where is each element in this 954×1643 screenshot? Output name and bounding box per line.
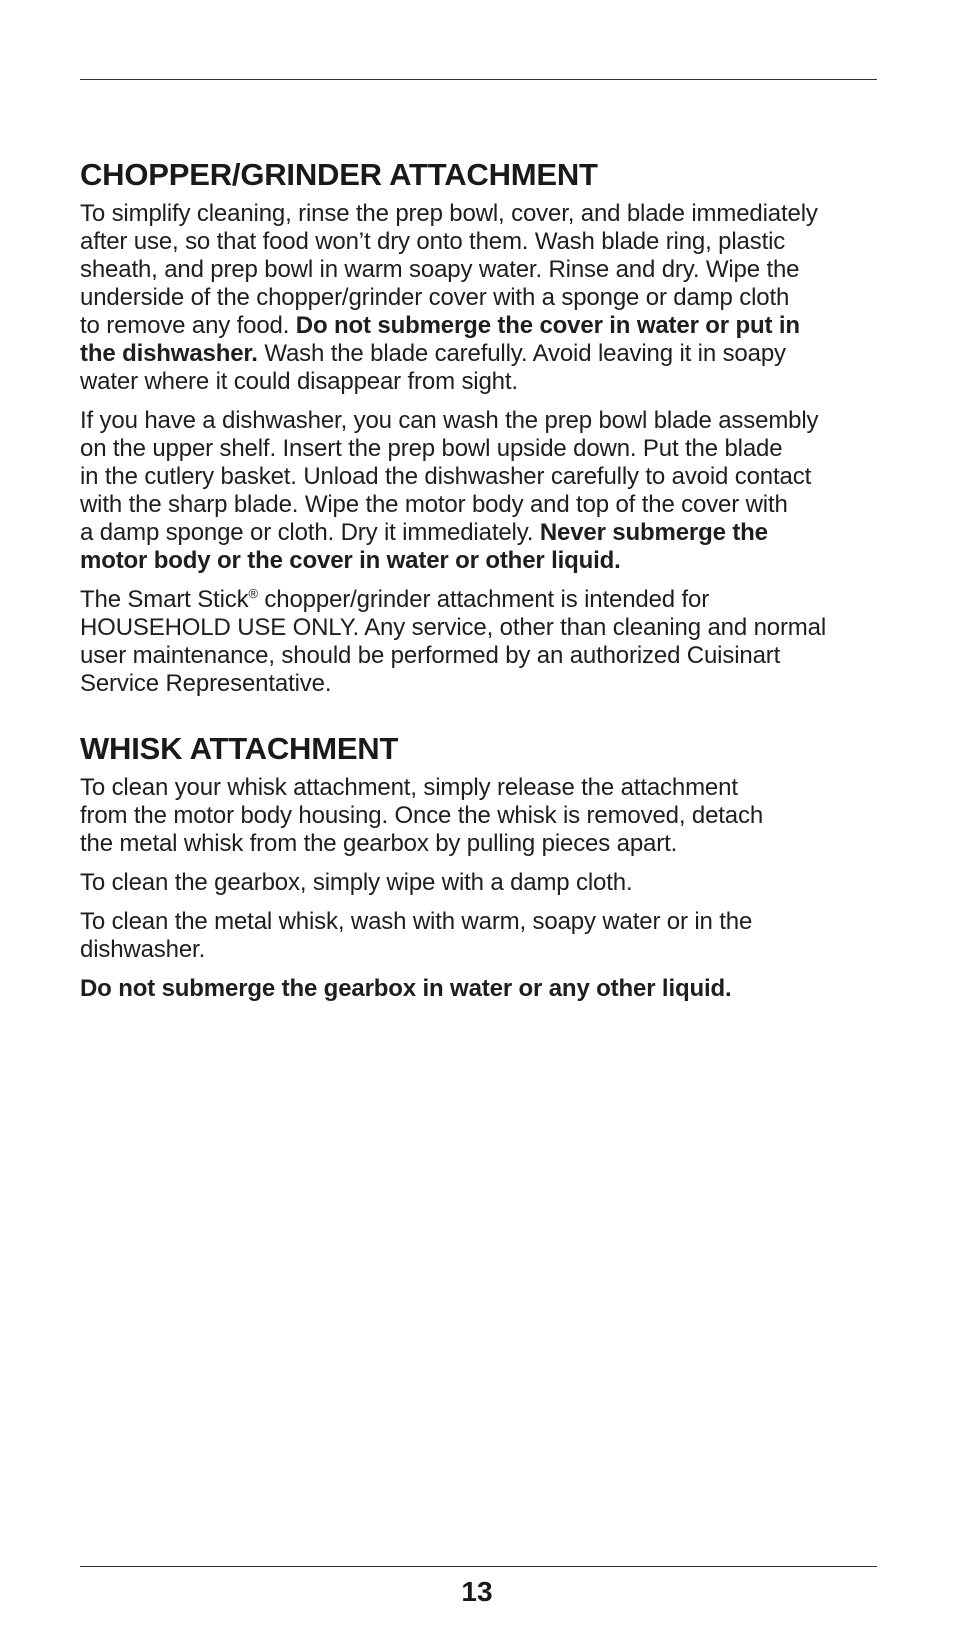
text-line: in the cutlery basket. Unload the dishwasher carefully to avoid contact bbox=[80, 463, 812, 490]
text-line: HOUSEHOLD USE ONLY. Any service, other than cleaning and normal bbox=[80, 614, 827, 641]
warning-text: motor body or the cover in water or other liquid. bbox=[80, 547, 621, 574]
whisk-paragraph-warning bbox=[80, 975, 880, 1003]
text-line: water where it could disappear from sight. bbox=[80, 368, 518, 395]
text-line bbox=[80, 340, 880, 368]
chopper-paragraph-cleaning bbox=[80, 200, 880, 396]
text-line bbox=[80, 312, 880, 340]
top-divider bbox=[80, 79, 877, 80]
text-line: user maintenance, should be performed by an authorized Cuisinart bbox=[80, 642, 781, 669]
text-line: the metal whisk from the gearbox by pulling pieces apart. bbox=[80, 830, 678, 857]
whisk-paragraph-gearbox bbox=[80, 869, 880, 897]
text-run: The Smart Stick bbox=[80, 586, 249, 613]
registered-mark: ® bbox=[248, 586, 258, 601]
warning-text: Never submerge the bbox=[539, 519, 768, 546]
text-run: a damp sponge or cloth. Dry it immediately. bbox=[80, 519, 540, 546]
text-line: on the upper shelf. Insert the prep bowl upside down. Put the blade bbox=[80, 435, 783, 462]
text-run: to remove any food. bbox=[80, 312, 296, 339]
text-line: sheath, and prep bowl in warm soapy water. Rinse and dry. Wipe the bbox=[80, 256, 800, 283]
warning-text: the dishwasher. bbox=[80, 340, 258, 367]
text-run: chopper/grinder attachment is intended for bbox=[257, 586, 710, 613]
chopper-paragraph-dishwasher bbox=[80, 407, 880, 575]
text-line bbox=[80, 547, 880, 575]
text-line: To clean your whisk attachment, simply release the attachment bbox=[80, 774, 738, 801]
text-line: from the motor body housing. Once the whisk is removed, detach bbox=[80, 802, 764, 829]
section-heading-whisk: WHISK ATTACHMENT bbox=[80, 731, 399, 766]
warning-text: Do not submerge the gearbox in water or any other liquid. bbox=[80, 975, 732, 1002]
chopper-paragraph-household-use bbox=[80, 586, 880, 698]
text-line: with the sharp blade. Wipe the motor body and top of the cover with bbox=[80, 491, 788, 518]
whisk-paragraph-metal-whisk bbox=[80, 908, 880, 964]
page-number: 13 bbox=[461, 1576, 493, 1607]
text-line bbox=[80, 519, 880, 547]
text-line bbox=[80, 586, 880, 614]
text-line: To simplify cleaning, rinse the prep bowl, cover, and blade immediately bbox=[80, 200, 818, 227]
text-line: If you have a dishwasher, you can wash the prep bowl blade assembly bbox=[80, 407, 819, 434]
section-heading-chopper-grinder: CHOPPER/GRINDER ATTACHMENT bbox=[80, 157, 598, 192]
text-line: To clean the metal whisk, wash with warm, soapy water or in the bbox=[80, 908, 753, 935]
bottom-divider bbox=[80, 1566, 877, 1567]
text-line: after use, so that food won’t dry onto them. Wash blade ring, plastic bbox=[80, 228, 786, 255]
text-line: underside of the chopper/grinder cover with a sponge or damp cloth bbox=[80, 284, 790, 311]
whisk-paragraph-release bbox=[80, 774, 880, 858]
text-line: dishwasher. bbox=[80, 936, 206, 963]
text-line: Service Representative. bbox=[80, 670, 332, 697]
text-line: To clean the gearbox, simply wipe with a damp cloth. bbox=[80, 869, 633, 896]
warning-text: Do not submerge the cover in water or put in bbox=[295, 312, 800, 339]
text-run: Wash the blade carefully. Avoid leaving it in soapy bbox=[257, 340, 786, 367]
page-content bbox=[80, 156, 880, 1014]
